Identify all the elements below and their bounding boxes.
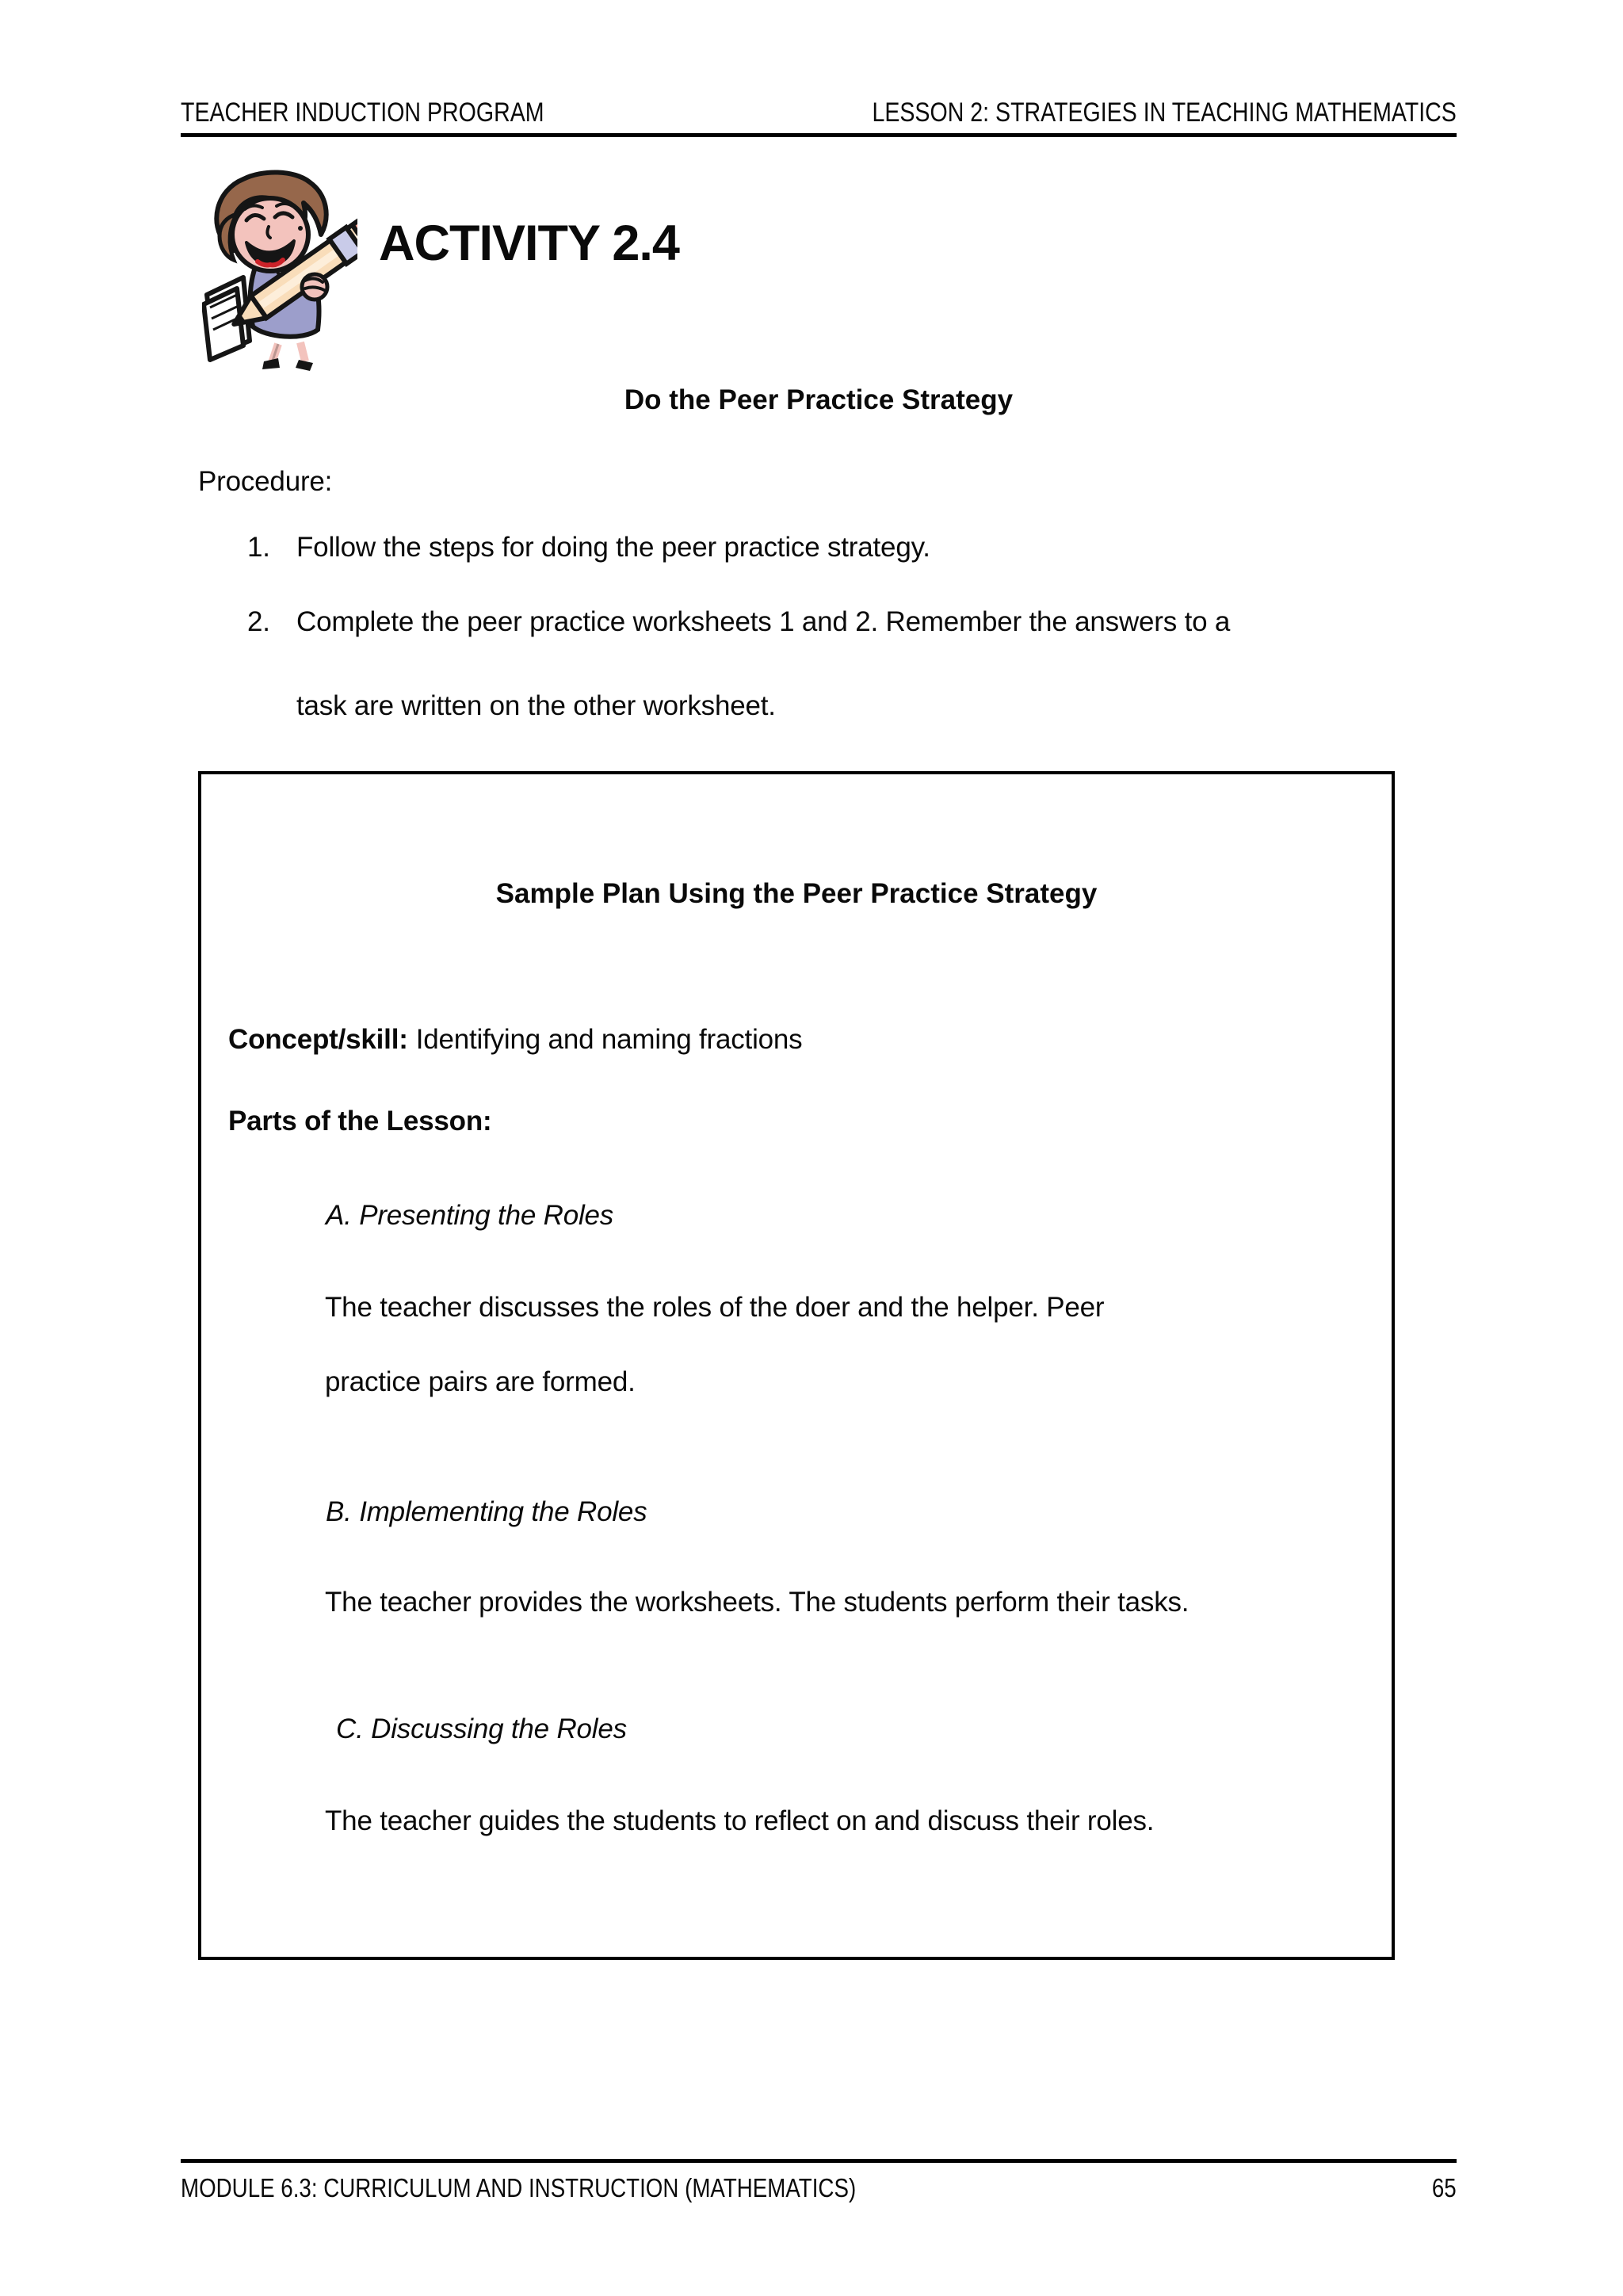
section-c-heading: C. Discussing the Roles — [336, 1713, 627, 1744]
section-c-text-line-1: The teacher guides the students to reflect on and discuss their roles. — [325, 1805, 1155, 1836]
section-a-heading: A. Presenting the Roles — [326, 1200, 614, 1231]
section-b-text-line-1: The teacher provides the worksheets. The students perform their tasks. — [325, 1587, 1190, 1618]
step-text: Follow the steps for doing the peer practice strategy. — [296, 532, 930, 563]
procedure-step-1 — [247, 529, 930, 566]
activity-subtitle: Do the Peer Practice Strategy — [624, 384, 1014, 415]
sample-plan-title: Sample Plan Using the Peer Practice Strategy — [495, 878, 1098, 909]
page-footer — [181, 2159, 1457, 2204]
sample-plan-box — [198, 771, 1395, 1960]
legs — [262, 342, 313, 371]
footer-module-text: MODULE 6.3: CURRICULUM AND INSTRUCTION (MATHEMATICS) — [181, 2173, 857, 2202]
footer-page-number: 65 — [1432, 2173, 1457, 2202]
procedure-step-2 — [247, 604, 1230, 640]
writing-woman-clipart — [202, 168, 357, 372]
concept-skill-label: Concept/skill: — [228, 1024, 408, 1055]
section-a-text-line-2: practice pairs are formed. — [325, 1366, 636, 1397]
procedure-label: Procedure: — [198, 466, 333, 497]
section-b-heading: B. Implementing the Roles — [326, 1496, 647, 1527]
step-text: Complete the peer practice worksheets 1 and 2. Remember the answers to a — [296, 606, 1231, 637]
concept-skill-line — [228, 1022, 802, 1058]
hand — [302, 274, 327, 300]
activity-title: ACTIVITY 2.4 — [379, 216, 679, 271]
section-a-text-line-1: The teacher discusses the roles of the doer and the helper. Peer — [325, 1292, 1105, 1323]
step-number: 1. — [247, 532, 270, 563]
step-number: 2. — [247, 606, 270, 637]
concept-skill-text: Identifying and naming fractions — [415, 1024, 803, 1055]
procedure-step-2-continuation: task are written on the other worksheet. — [296, 690, 776, 721]
page-header — [181, 97, 1457, 137]
header-right-text: LESSON 2: STRATEGIES IN TEACHING MATHEMATICS — [872, 97, 1457, 128]
parts-of-lesson-label: Parts of the Lesson: — [228, 1106, 492, 1137]
header-left-text: TEACHER INDUCTION PROGRAM — [181, 97, 544, 128]
